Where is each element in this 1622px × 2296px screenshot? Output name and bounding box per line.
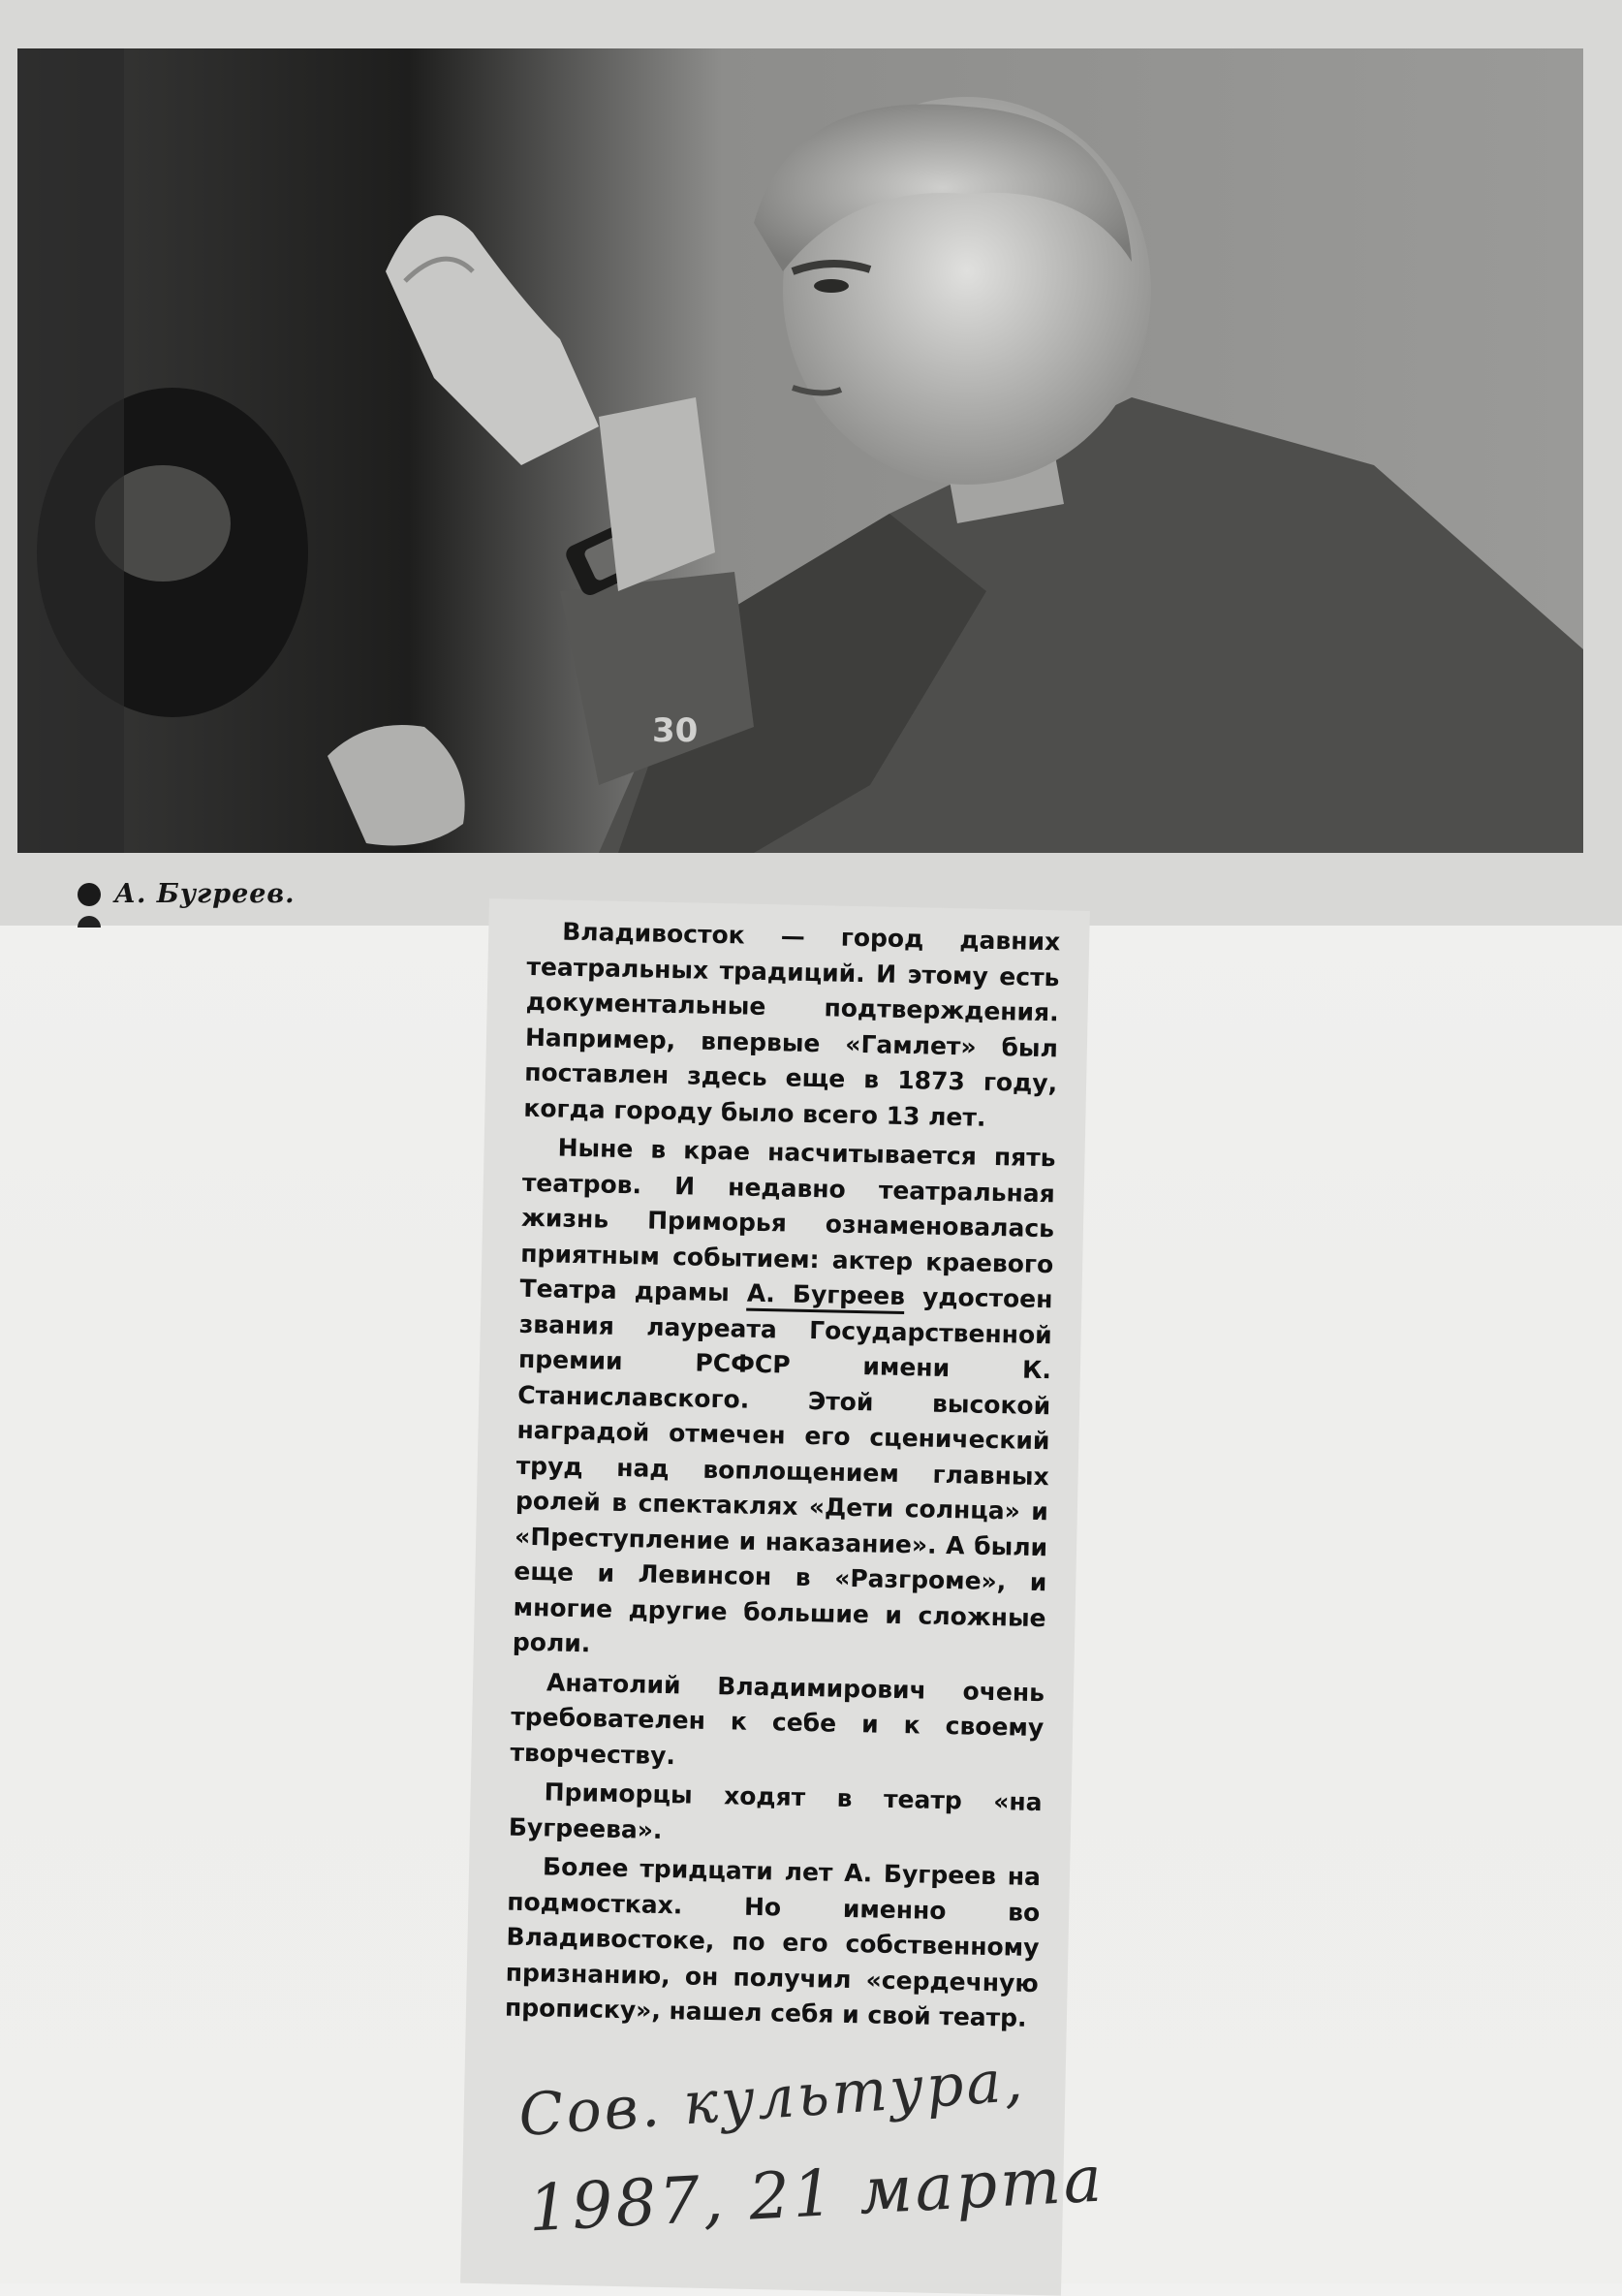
handwritten-date: 1987, 21 марта — [526, 2141, 1107, 2247]
article-body — [505, 914, 1061, 2041]
underlined-name: А. Бугреев — [747, 1279, 906, 1314]
paragraph: Владивосток — город давних театральных традиций. И этому есть документальные подтверждения. Например, впервые «Гамлет» был поставлен здесь еще в 1873 году, когда городу было всего 13 лет. — [523, 917, 1061, 1132]
photo-clipping — [0, 0, 1622, 926]
photo-illustration — [17, 48, 1583, 853]
bullet-icon — [78, 883, 101, 906]
sleeve-mark: 30 — [652, 711, 699, 750]
paragraph: Более тридцати лет А. Бугреев на подмостках. Но именно во Владивостоке, по его собственному признанию, он получил «сердечную прописку», нашел себя и свой театр. — [504, 1852, 1042, 2032]
photo-caption-row — [78, 879, 296, 909]
paragraph: Анатолий Владимирович очень требователен к себе и к своему творчеству. — [510, 1667, 1045, 1770]
portrait-photo — [17, 48, 1583, 853]
paragraph: Приморцы ходят в театр «на Бугреева». — [508, 1777, 1043, 1844]
paragraph: Ныне в крае насчитывается пять театров. И недавно театральная жизнь Приморья ознаменовалась приятным событием: актер краевого Театра драмы А. Бугреев удостоен звания лауреата Государственной премии РСФСР имени К. Станиславского. Этой высокой наградой отмечен его сценический труд над воплощением главных ролей в спектаклях «Дети солнца» и «Преступление и наказание». А были еще и Левинсон в «Разгроме», и многие другие большие и сложные роли. — [512, 1133, 1056, 1658]
handwritten-source: Сов. культура, — [516, 2046, 1028, 2151]
photo-caption: А. Бугреев. — [114, 879, 296, 909]
